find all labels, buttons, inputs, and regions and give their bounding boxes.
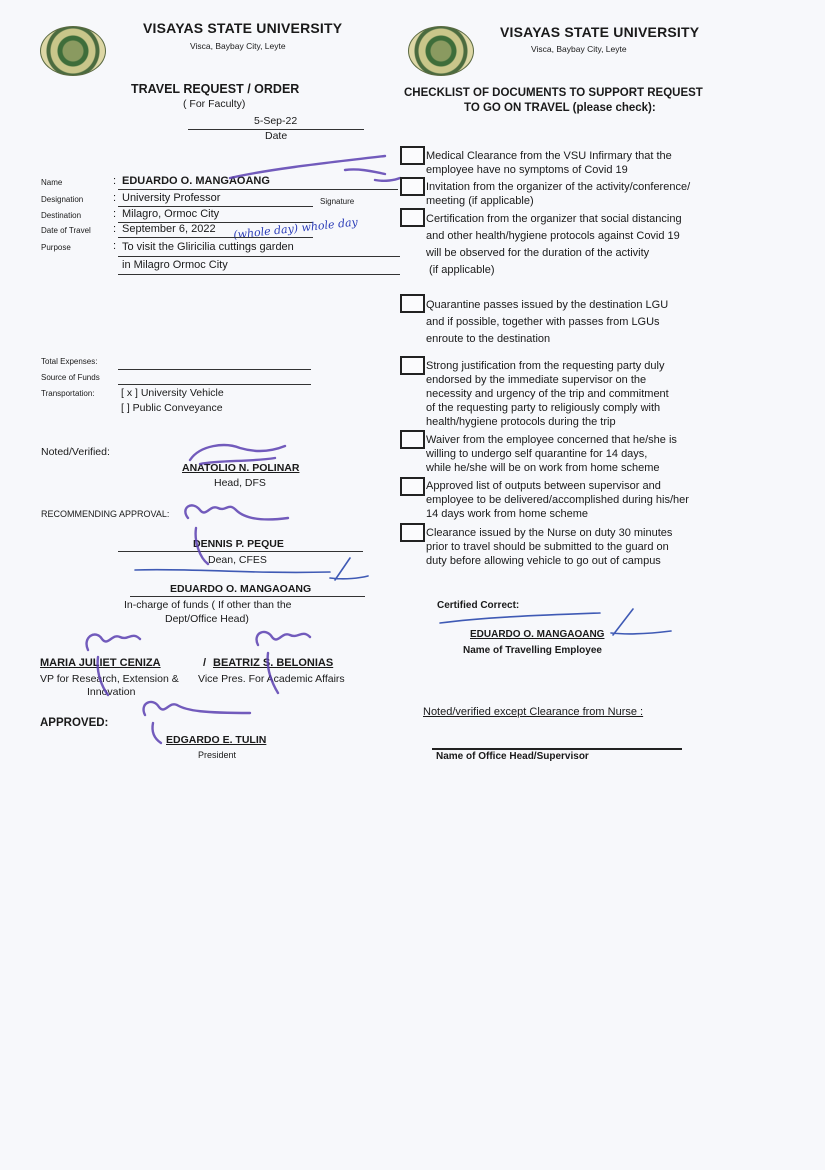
checkbox-approved-outputs[interactable]	[400, 477, 425, 496]
checklist-item-8: Clearance issued by the Nurse on duty 30 minutes prior to travel should be submitted to the guard on duty before allowing vehicle to go out of campus	[426, 527, 673, 567]
cert-signature	[435, 605, 675, 640]
noted-name: ANATOLIO N. POLINAR	[182, 462, 300, 474]
purpose-line2: in Milagro Ormoc City	[122, 259, 228, 271]
date-travel-value: September 6, 2022	[122, 223, 216, 235]
funds-name: EDUARDO O. MANGAOANG	[170, 583, 312, 595]
colon: :	[113, 175, 117, 187]
checkbox-medical-clearance[interactable]	[400, 146, 425, 165]
employee-signature	[225, 150, 405, 200]
date-value: 5-Sep-22	[254, 115, 298, 127]
checklist-title1: CHECKLIST OF DOCUMENTS TO SUPPORT REQUEST	[404, 87, 703, 99]
cert-name: EDUARDO O. MANGAOANG	[470, 629, 605, 640]
checkbox-certification[interactable]	[400, 208, 425, 227]
university-address-right: Visca, Baybay City, Leyte	[531, 44, 627, 54]
name-value: EDUARDO O. MANGAOANG	[122, 175, 270, 187]
colon: :	[113, 223, 117, 235]
head-title: Name of Office Head/Supervisor	[436, 751, 589, 762]
checklist-item-5: Strong justification from the requesting party duly endorsed by the immediate supervisor on the necessity and urgency of the trip and commitment of the requesting party to religiously comply with health/hygiene protocols during the trip	[426, 360, 669, 428]
designation-label: Designation	[41, 195, 84, 204]
destination-label: Destination	[41, 211, 82, 220]
checkbox-waiver[interactable]	[400, 430, 425, 449]
university-name-left: VISAYAS STATE UNIVERSITY	[143, 20, 343, 36]
checklist-item-1: Medical Clearance from the VSU Infirmary that the employee have no symptoms of Covid 19	[426, 150, 672, 176]
checklist-item-6: Waiver from the employee concerned that he/she is willing to undergo self quarantine for 14 days, while he/she will be on work from home scheme	[426, 434, 677, 474]
purpose-underline1	[118, 256, 400, 257]
expenses-label: Total Expenses:	[41, 357, 98, 366]
checklist-item-7: Approved list of outputs between supervisor and employee to be delivered/accomplished during his/her 14 days work from home scheme	[426, 480, 689, 520]
vp-separator: /	[203, 657, 207, 669]
noted-verified-right: Noted/verified except Clearance from Nurse :	[423, 706, 644, 718]
checkbox-strong-justification[interactable]	[400, 356, 425, 375]
checkbox-invitation[interactable]	[400, 177, 425, 196]
transport-label: Transportation:	[41, 389, 95, 398]
designation-value: University Professor	[122, 192, 221, 204]
checkbox-nurse-clearance[interactable]	[400, 523, 425, 542]
rec-title: Dean, CFES	[208, 554, 267, 566]
funds-signature	[130, 550, 370, 590]
source-line	[118, 384, 311, 385]
purpose-label: Purpose	[41, 243, 71, 252]
university-seal-right	[408, 26, 474, 76]
vp2-title: Vice Pres. For Academic Affairs	[198, 673, 345, 685]
name-label: Name	[41, 178, 63, 187]
checklist-item-4: Quarantine passes issued by the destination LGU and if possible, together with passes from LGUs enroute to the destination	[426, 299, 669, 345]
purpose-line1: To visit the Gliricilia cuttings garden	[122, 241, 294, 253]
source-label: Source of Funds	[41, 373, 100, 382]
transport-public-conveyance[interactable]: [ ] Public Conveyance	[121, 402, 223, 414]
noted-label-left: Noted/Verified:	[41, 446, 110, 458]
destination-value: Milagro, Ormoc City	[122, 208, 220, 220]
president-signature	[135, 695, 265, 745]
expenses-line	[118, 369, 311, 370]
date-travel-label: Date of Travel	[41, 226, 91, 235]
recommending-label: RECOMMENDING APPROVAL:	[41, 509, 170, 519]
rec-name: DENNIS P. PEQUE	[193, 538, 284, 550]
funds-title2: Dept/Office Head)	[165, 613, 249, 625]
checklist-item-2: Invitation from the organizer of the activity/conference/ meeting (if applicable)	[426, 181, 691, 207]
checklist-title2: TO GO ON TRAVEL (please check):	[464, 102, 656, 114]
funds-title1: In-charge of funds ( If other than the	[124, 599, 292, 611]
vp2-name: BEATRIZ S. BELONIAS	[213, 657, 334, 669]
transport-university-vehicle[interactable]: [ x ] University Vehicle	[121, 387, 224, 399]
pres-name: EDGARDO E. TULIN	[166, 734, 267, 746]
vp1-title2: Innovation	[87, 686, 136, 698]
noted-signature	[180, 440, 290, 472]
date-travel-line	[118, 237, 313, 238]
approved-label: APPROVED:	[40, 717, 109, 729]
noted-title: Head, DFS	[214, 477, 266, 489]
colon: :	[113, 192, 117, 204]
funds-line	[130, 596, 365, 597]
vp-signatures	[78, 625, 328, 700]
designation-line	[118, 206, 313, 207]
colon: :	[113, 208, 117, 220]
certified-label: Certified Correct:	[437, 600, 520, 611]
purpose-underline2	[118, 274, 400, 275]
checkbox-quarantine-passes[interactable]	[400, 294, 425, 313]
vp1-name: MARIA JULIET CENIZA	[40, 657, 161, 669]
date-travel-handwritten-note: (whole day) whole day	[232, 215, 359, 242]
pres-title: President	[198, 750, 237, 760]
cert-title: Name of Travelling Employee	[463, 645, 602, 656]
university-name-right: VISAYAS STATE UNIVERSITY	[500, 24, 700, 40]
head-line	[432, 748, 682, 750]
form-subtitle: ( For Faculty)	[183, 98, 246, 110]
vp1-title1: VP for Research, Extension &	[40, 673, 179, 685]
form-title: TRAVEL REQUEST / ORDER	[131, 82, 300, 96]
university-seal-left	[40, 26, 106, 76]
colon: :	[113, 240, 117, 252]
checklist-item-3: Certification from the organizer that social distancing and other health/hygiene protocols against Covid 19 will be observed for the duration of the activity (if applicable)	[426, 213, 682, 276]
date-label: Date	[265, 130, 288, 142]
university-address-left: Visca, Baybay City, Leyte	[190, 41, 286, 51]
signature-label: Signature	[320, 197, 355, 206]
